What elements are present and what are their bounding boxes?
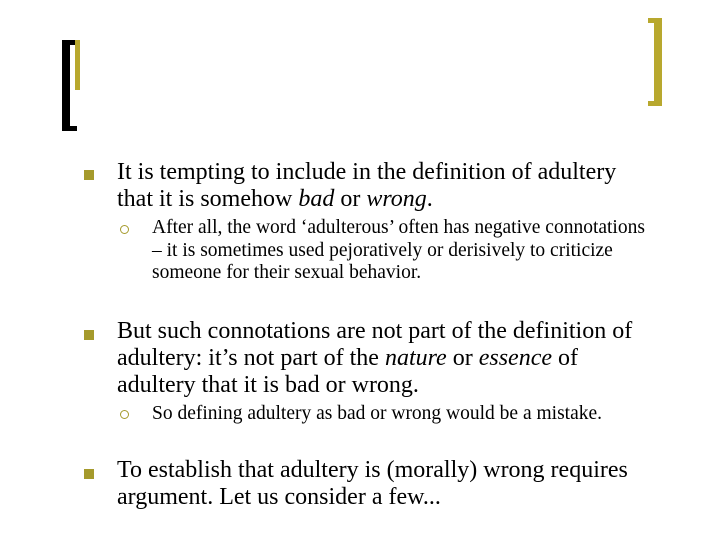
bullet-text-emphasis: wrong <box>366 186 427 212</box>
sub-bullet-text: After all, the word ‘adulterous’ often has negative connotations – it is sometimes used pejoratively or derisively to criticize someone for their sexual behavior. <box>152 217 645 283</box>
bullet-text <box>117 457 647 511</box>
ring-bullet-icon <box>120 410 129 419</box>
bullet-text <box>117 159 637 213</box>
sub-bullet-text: So defining adultery as bad or wrong would be a mistake. <box>152 403 603 424</box>
bullet-text-part: It is tempting to include in the definition of adultery that it is somehow <box>117 159 617 212</box>
bullet-text-part: To establish that adultery is (morally) wrong requires argument. Let us consider a few... <box>117 457 628 510</box>
square-bullet-icon <box>84 170 94 180</box>
bullet-text-emphasis: bad <box>298 186 335 212</box>
bullet-text-part: or <box>334 186 367 212</box>
square-bullet-icon <box>84 469 94 479</box>
bullet-text-part: of adultery that it is bad or wrong. <box>117 345 579 398</box>
ring-bullet-icon <box>120 225 129 234</box>
square-bullet-icon <box>84 330 94 340</box>
bullet-text <box>117 318 662 399</box>
bullet-text-part: . <box>426 186 433 212</box>
bullet-text-part: or <box>446 345 479 371</box>
bullet-text-emphasis: nature <box>384 345 447 371</box>
bullet-text-part: But such connotations are not part of the definition of adultery: it’s not part of the <box>117 318 633 371</box>
bullet-text-emphasis: essence <box>478 345 553 371</box>
